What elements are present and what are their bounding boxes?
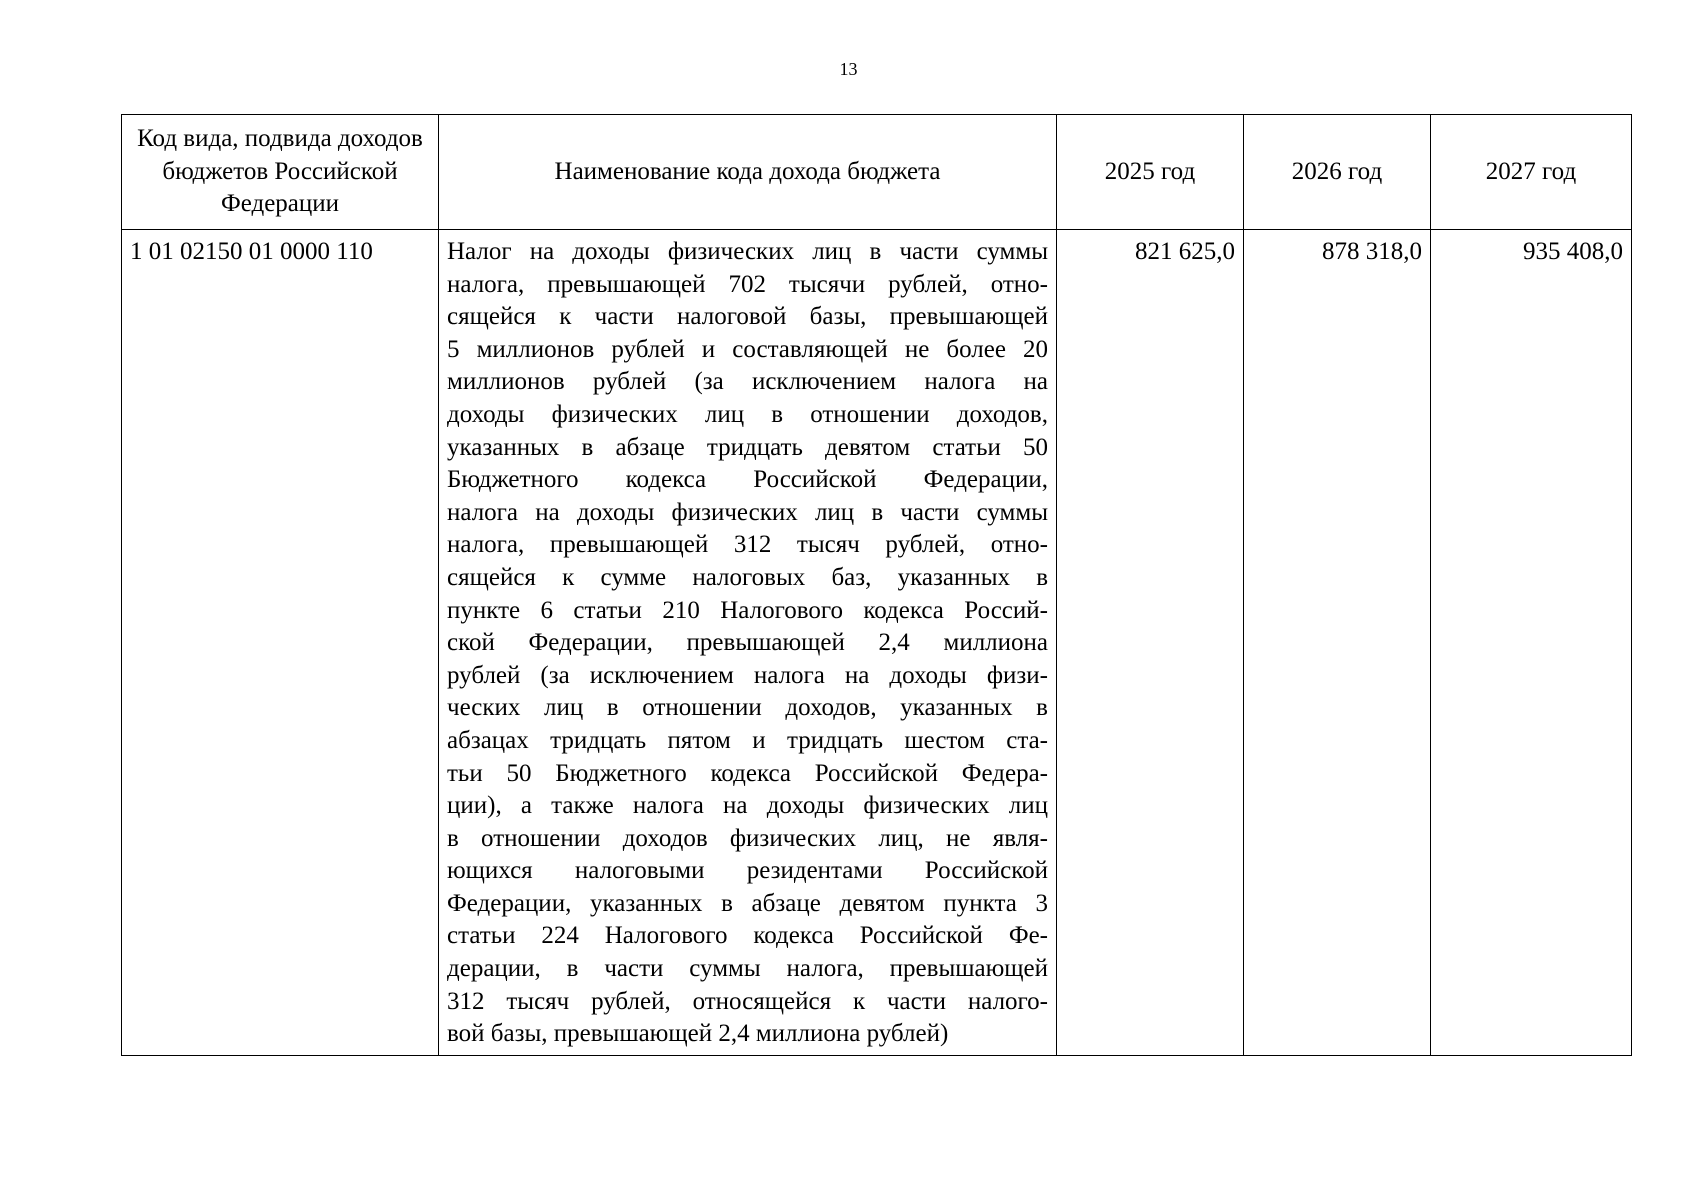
revenue-name-line: ции), а также налога на доходы физических лиц: [447, 792, 1048, 820]
amount-2025: 821 625,0: [1057, 230, 1244, 1056]
header-name: Наименование кода дохода бюджета: [439, 115, 1057, 230]
revenue-name-line: сящейся к части налоговой базы, превышающей: [447, 303, 1048, 331]
revenue-name-line: ющихся налоговыми резидентами Российской: [447, 857, 1048, 885]
header-year-2025: 2025 год: [1057, 115, 1244, 230]
revenue-table: [121, 114, 1632, 1056]
revenue-name-line: дерации, в части суммы налога, превышающей: [447, 955, 1048, 983]
revenue-name-line: миллионов рублей (за исключением налога на: [447, 368, 1048, 396]
revenue-name-line: указанных в абзаце тридцать девятом статьи 50: [447, 433, 1048, 461]
header-code: Код вида, подвида доходов бюджетов Российской Федерации: [122, 115, 439, 230]
revenue-name-line: доходы физических лиц в отношении доходов,: [447, 400, 1048, 428]
revenue-name-line: рублей (за исключением налога на доходы физи-: [447, 661, 1048, 689]
revenue-name-line: Федерации, указанных в абзаце девятом пункта 3: [447, 889, 1048, 917]
revenue-name-line: абзацах тридцать пятом и тридцать шестом ста-: [447, 726, 1048, 754]
revenue-name-line: пункте 6 статьи 210 Налогового кодекса Россий-: [447, 596, 1048, 624]
header-year-2026: 2026 год: [1244, 115, 1431, 230]
revenue-name-line: сящейся к сумме налоговых баз, указанных в: [447, 563, 1048, 591]
header-year-2027: 2027 год: [1431, 115, 1632, 230]
revenue-code: 1 01 02150 01 0000 110: [122, 230, 439, 1056]
page-number: 13: [839, 59, 858, 79]
revenue-name-line: ской Федерации, превышающей 2,4 миллиона: [447, 629, 1048, 657]
revenue-name-line: 5 миллионов рублей и составляющей не более 20: [447, 335, 1048, 363]
revenue-name-line: тьи 50 Бюджетного кодекса Российской Федера-: [447, 759, 1048, 787]
amount-2027: 935 408,0: [1431, 230, 1632, 1056]
revenue-name-line: Налог на доходы физических лиц в части суммы: [447, 238, 1048, 265]
revenue-name-line: вой базы, превышающей 2,4 миллиона рублей): [447, 1020, 949, 1048]
revenue-name: [439, 230, 1057, 1056]
revenue-name-line: налога, превышающей 702 тысячи рублей, отно-: [447, 270, 1048, 298]
amount-2026: 878 318,0: [1244, 230, 1431, 1056]
revenue-name-line: Бюджетного кодекса Российской Федерации,: [447, 466, 1048, 494]
revenue-name-line: 312 тысяч рублей, относящейся к части налого-: [447, 987, 1048, 1015]
revenue-name-line: в отношении доходов физических лиц, не явля-: [447, 824, 1048, 852]
revenue-name-line: статьи 224 Налогового кодекса Российской Фе-: [447, 922, 1048, 950]
table-header: [122, 115, 1632, 230]
table-row: [122, 230, 1632, 1056]
revenue-name-line: ческих лиц в отношении доходов, указанных в: [447, 694, 1048, 722]
header-row: [122, 115, 1632, 230]
revenue-name-line: налога на доходы физических лиц в части суммы: [447, 498, 1048, 526]
revenue-name-line: налога, превышающей 312 тысяч рублей, отно-: [447, 531, 1048, 559]
table-body: [122, 230, 1632, 1056]
